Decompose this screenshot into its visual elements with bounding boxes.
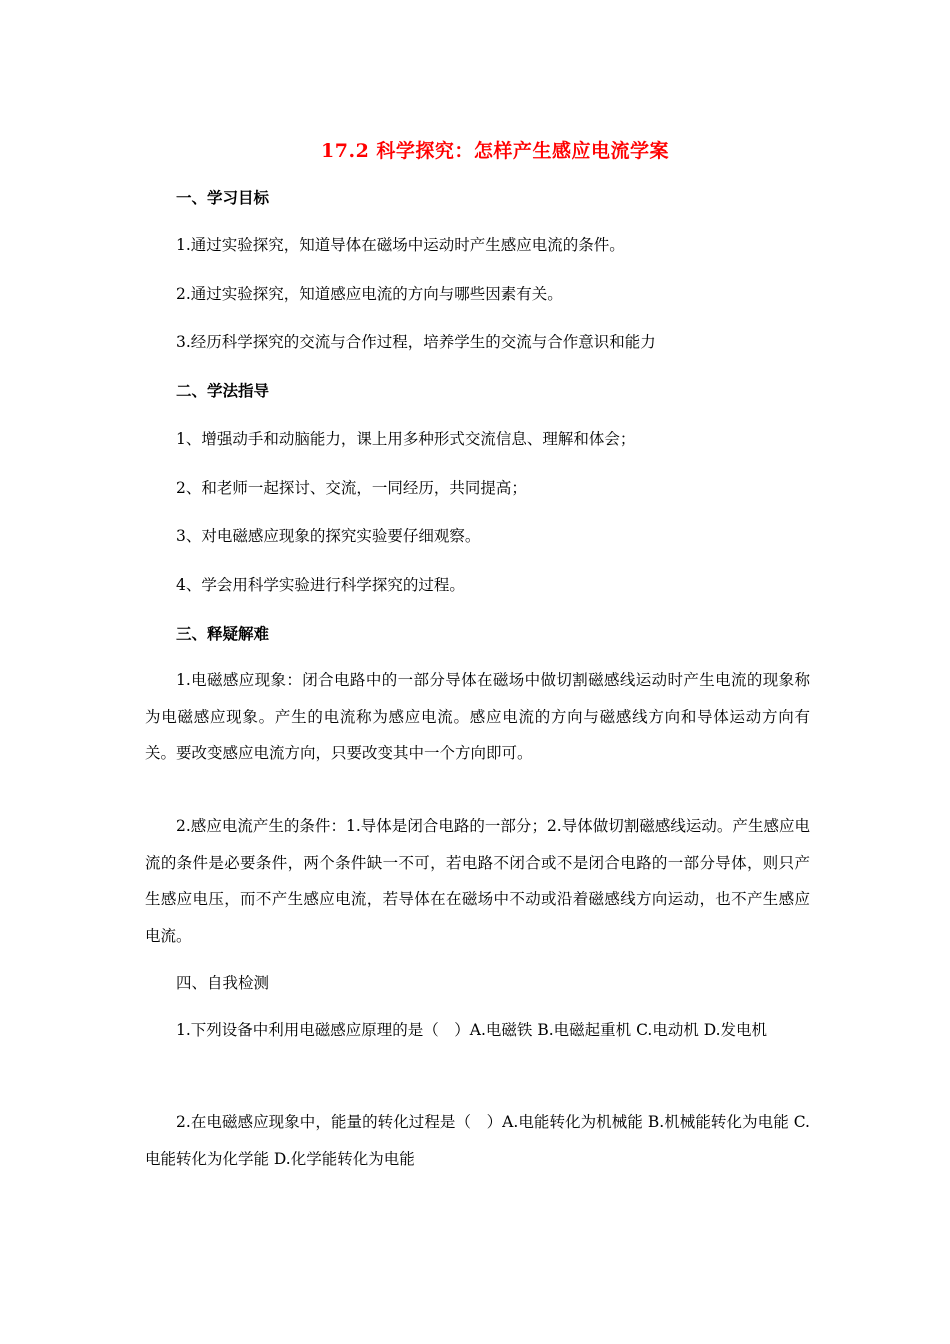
section-heading-explanations: 三、释疑解难: [176, 624, 270, 643]
section-heading-self-check: 四、自我检测: [176, 974, 270, 992]
explanation-paragraph: 2.感应电流产生的条件：1.导体是闭合电路的一部分；2.导体做切割磁感线运动。产生感应电流的条件是必要条件，两个条件缺一不可，若电路不闭合或不是闭合电路的一部分导体，则只产生感应电压，而不产生感应电流，若导体在在磁场中不动或沿着磁感线方向运动，也不产生感应电流。: [145, 817, 810, 945]
document-title: 17.2 科学探究：怎样产生感应电流学案: [321, 140, 669, 162]
study-guide-item: 1、增强动手和动脑能力，课上用多种形式交流信息、理解和体会；: [176, 430, 636, 448]
learning-goal-item: 3.经历科学探究的交流与合作过程，培养学生的交流与合作意识和能力: [176, 333, 656, 351]
explanation-paragraph: 1.电磁感应现象：闭合电路中的一部分导体在磁场中做切割磁感线运动时产生电流的现象称为电磁感应现象。产生的电流称为感应电流。感应电流的方向与磁感线方向和导体运动方向有关。要改变感应电流方向，只要改变其中一个方向即可。: [145, 671, 810, 762]
self-check-question: 2.在电磁感应现象中，能量的转化过程是（ ）A.电能转化为机械能 B.机械能转化为电能 C.电能转化为化学能 D.化学能转化为电能: [145, 1113, 810, 1168]
learning-goal-item: 1.通过实验探究，知道导体在磁场中运动时产生感应电流的条件。: [176, 236, 625, 254]
study-guide-item: 3、对电磁感应现象的探究实验要仔细观察。: [176, 527, 481, 545]
study-guide-item: 4、学会用科学实验进行科学探究的过程。: [176, 576, 465, 594]
self-check-question: 1.下列设备中利用电磁感应原理的是（ ）A.电磁铁 B.电磁起重机 C.电动机 D.发电机: [176, 1021, 768, 1039]
section-heading-study-guide: 二、学法指导: [176, 381, 270, 400]
section-heading-learning-goals: 一、学习目标: [176, 188, 270, 207]
study-guide-item: 2、和老师一起探讨、交流，一同经历，共同提高；: [176, 479, 527, 497]
learning-goal-item: 2.通过实验探究，知道感应电流的方向与哪些因素有关。: [176, 285, 563, 303]
